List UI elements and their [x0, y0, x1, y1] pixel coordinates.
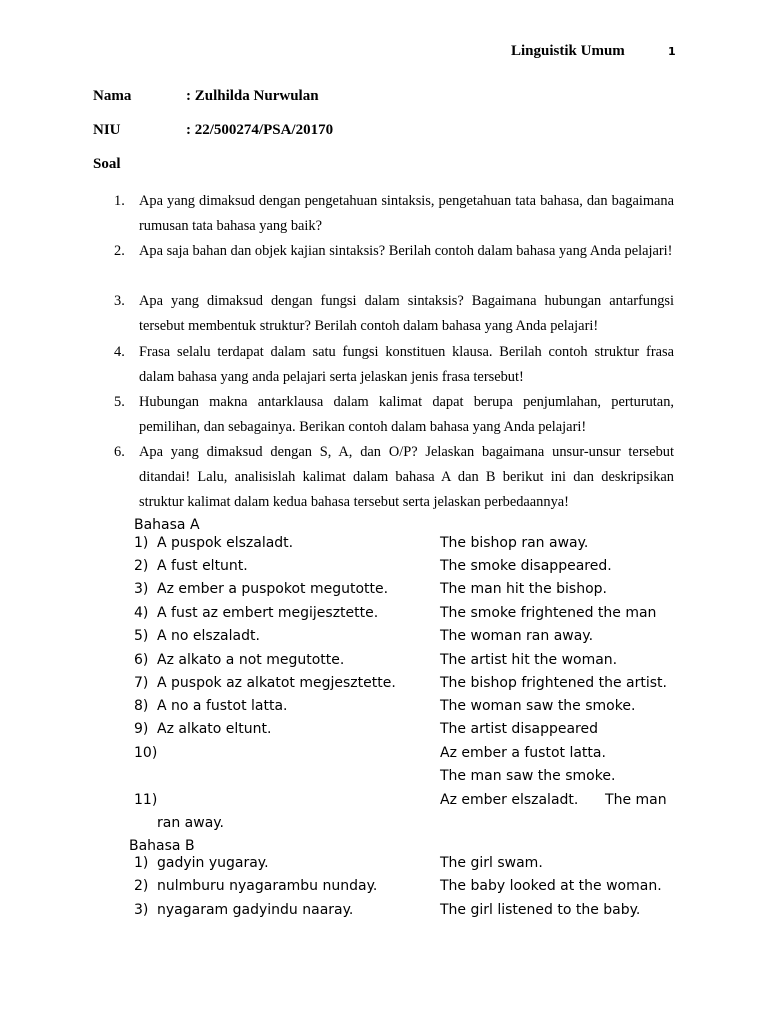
- example-number: 11): [134, 792, 158, 808]
- id-value: : 22/500274/PSA/20170: [186, 122, 334, 138]
- example-number: 1): [134, 855, 149, 871]
- example-source: A puspok az alkatot megjesztette.: [157, 675, 396, 691]
- question-item: [114, 289, 674, 339]
- example-gloss: The man hit the bishop.: [440, 581, 608, 597]
- question-number: 6.: [114, 444, 125, 460]
- example-source: gadyin yugaray.: [157, 855, 269, 871]
- name-label: Nama: [93, 88, 132, 104]
- example-gloss: The girl listened to the baby.: [440, 902, 641, 918]
- question-item: [114, 189, 674, 239]
- example-source: Az ember a fustot latta.: [440, 745, 606, 761]
- bahasa-a-label: Bahasa A: [134, 517, 200, 533]
- example-source: nyagaram gadyindu naaray.: [157, 902, 354, 918]
- question-text: Frasa selalu terdapat dalam satu fungsi konstituen klausa. Berilah contoh struktur frasa dalam bahasa yang anda pelajari serta jelaskan jenis frasa tersebut!: [139, 344, 674, 385]
- example-gloss: The bishop frightened the artist.: [440, 675, 667, 691]
- example-source: Az ember a puspokot megutotte.: [157, 581, 389, 597]
- example-source: nulmburu nyagarambu nunday.: [157, 878, 378, 894]
- example-source: A puspok elszaladt.: [157, 535, 294, 551]
- example-number: 1): [134, 535, 149, 551]
- document-header-title: Linguistik Umum: [511, 43, 625, 59]
- example-number: 6): [134, 652, 149, 668]
- example-gloss: The smoke disappeared.: [440, 558, 612, 574]
- example-gloss: The baby looked at the woman.: [440, 878, 662, 894]
- question-number: 2.: [114, 243, 125, 259]
- question-item: [114, 390, 674, 440]
- example-gloss: The woman saw the smoke.: [440, 698, 636, 714]
- example-gloss: The bishop ran away.: [440, 535, 589, 551]
- question-number: 1.: [114, 193, 125, 209]
- id-label: NIU: [93, 122, 121, 138]
- example-number: 4): [134, 605, 149, 621]
- page-number: 1: [668, 45, 676, 58]
- example-number: 5): [134, 628, 149, 644]
- example-gloss: The woman ran away.: [440, 628, 594, 644]
- question-text: Apa saja bahan dan objek kajian sintaksis? Berilah contoh dalam bahasa yang Anda pelajari!: [139, 243, 673, 259]
- question-text: Apa yang dimaksud dengan fungsi dalam sintaksis? Bagaimana hubungan antarfungsi tersebut membentuk struktur? Berilah contoh dalam bahasa yang Anda pelajari!: [139, 293, 674, 334]
- example-number: 9): [134, 721, 149, 737]
- example-gloss: The man saw the smoke.: [440, 768, 616, 784]
- example-number: 3): [134, 902, 149, 918]
- example-gloss: The smoke frightened the man: [440, 605, 657, 621]
- question-text: Apa yang dimaksud dengan S, A, dan O/P? Jelaskan bagaimana unsur-unsur tersebut ditandai! Lalu, analisislah kalimat dalam bahasa A dan B berikut ini dan deskripsikan struktur kalimat dalam kedua bahasa tersebut serta jelaskan perbedaannya!: [139, 444, 674, 510]
- example-source: A no elszaladt.: [157, 628, 260, 644]
- example-gloss: The girl swam.: [440, 855, 543, 871]
- question-text: Apa yang dimaksud dengan pengetahuan sintaksis, pengetahuan tata bahasa, dan bagaimana rumusan tata bahasa yang baik?: [139, 193, 674, 234]
- example-number: 2): [134, 878, 149, 894]
- example-source: A no a fustot latta.: [157, 698, 288, 714]
- example-number: 2): [134, 558, 149, 574]
- question-item: [114, 239, 674, 264]
- example-source: A fust az embert megijesztette.: [157, 605, 379, 621]
- example-gloss: ran away.: [157, 815, 225, 831]
- example-source: Az alkato a not megutotte.: [157, 652, 345, 668]
- example-gloss: The artist disappeared: [440, 721, 598, 737]
- question-item: [114, 440, 674, 515]
- example-number: 7): [134, 675, 149, 691]
- soal-heading: Soal: [93, 156, 121, 172]
- name-value: : Zulhilda Nurwulan: [186, 88, 319, 104]
- example-source: A fust eltunt.: [157, 558, 248, 574]
- bahasa-b-label: Bahasa B: [129, 838, 195, 854]
- example-number: 8): [134, 698, 149, 714]
- example-number: 3): [134, 581, 149, 597]
- example-gloss: The artist hit the woman.: [440, 652, 618, 668]
- question-item: [114, 340, 674, 390]
- question-text: Hubungan makna antarklausa dalam kalimat dapat berupa penjumlahan, perturutan, pemilihan, dan sebagainya. Berikan contoh dalam bahasa yang Anda pelajari!: [139, 394, 674, 435]
- question-number: 3.: [114, 293, 125, 309]
- example-source: Az alkato eltunt.: [157, 721, 272, 737]
- question-number: 5.: [114, 394, 125, 410]
- example-source: Az ember elszaladt. The man: [440, 792, 667, 808]
- example-number: 10): [134, 745, 158, 761]
- question-number: 4.: [114, 344, 125, 360]
